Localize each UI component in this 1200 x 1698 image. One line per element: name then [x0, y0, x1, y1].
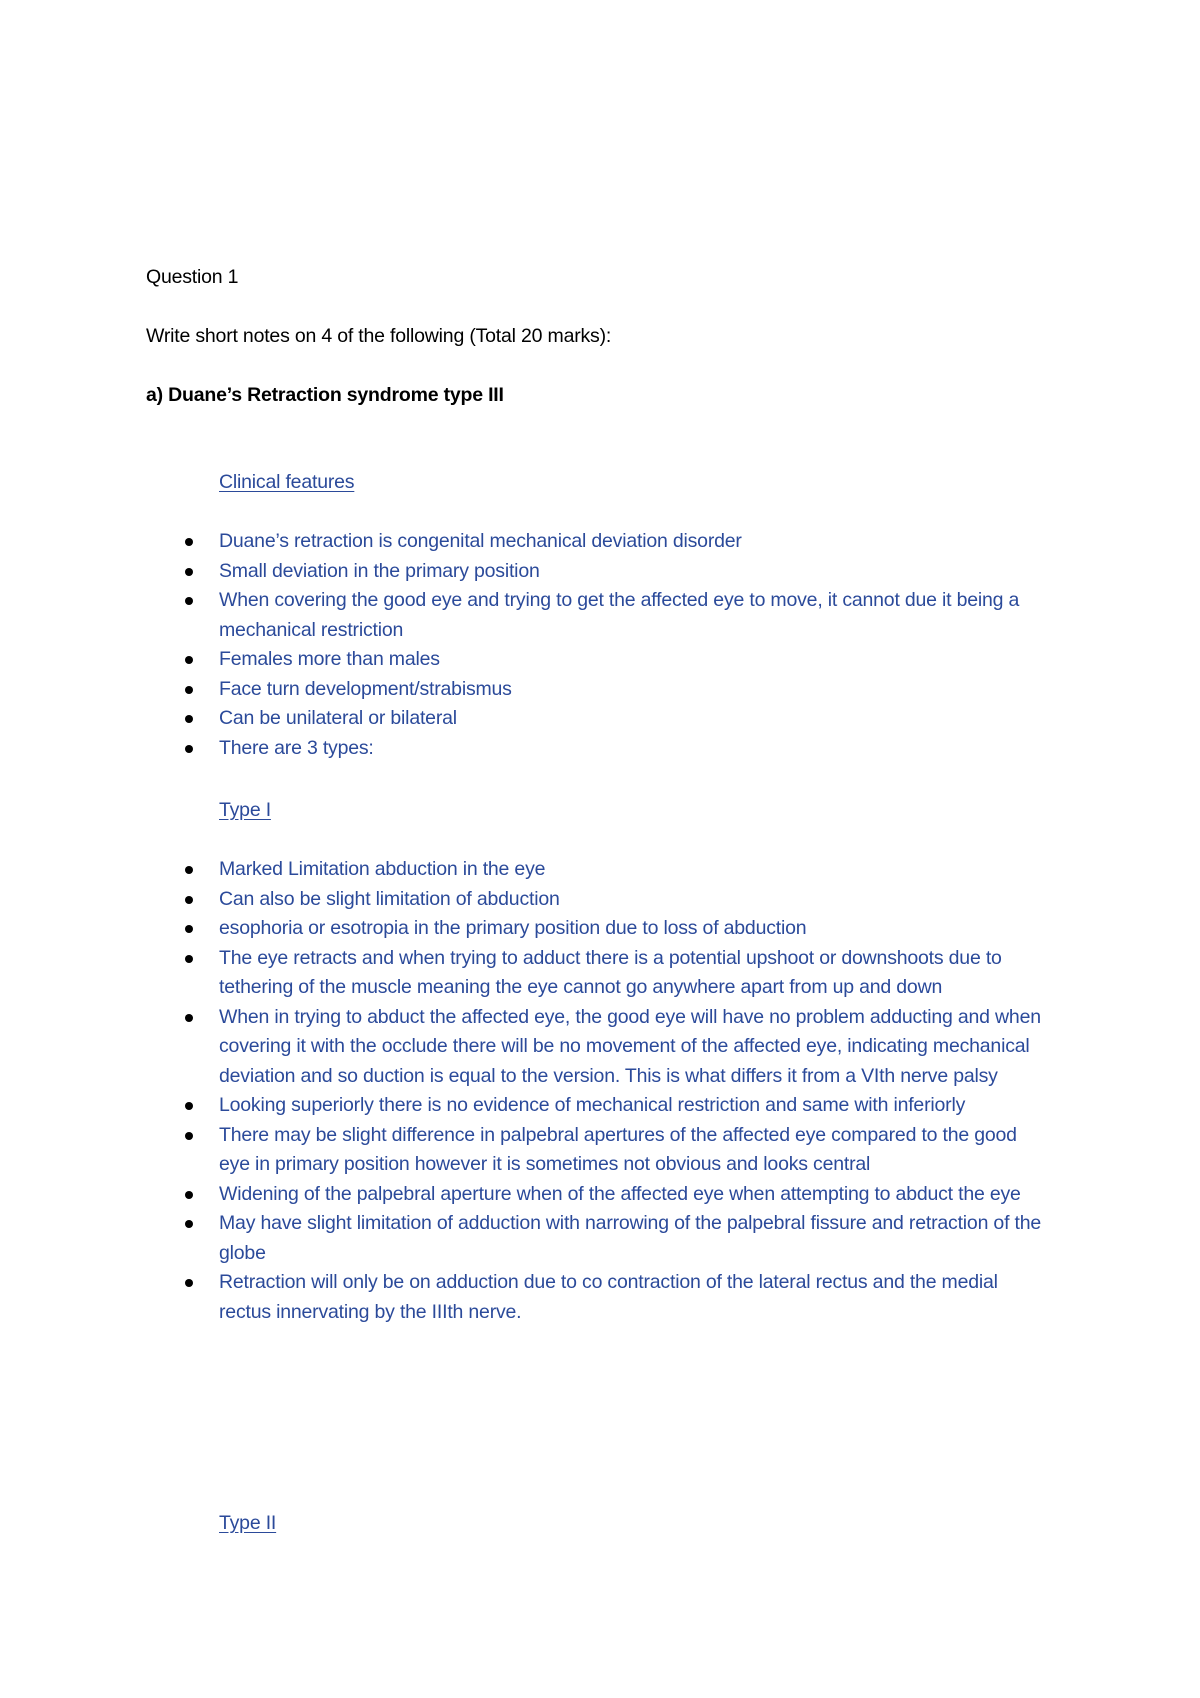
type-2-heading: Type II: [219, 1512, 277, 1534]
list-item: Looking superiorly there is no evidence of mechanical restriction and same with inferiorly: [0, 1091, 1200, 1121]
bullet-icon: [185, 686, 193, 694]
bullet-icon: [185, 1191, 193, 1199]
bullet-icon: [185, 715, 193, 723]
list-item: esophoria or esotropia in the primary position due to loss of abduction: [0, 914, 1200, 944]
bullet-icon: [185, 745, 193, 753]
list-item: Widening of the palpebral aperture when of the affected eye when attempting to abduct the eye: [0, 1180, 1200, 1210]
bullet-icon: [185, 656, 193, 664]
bullet-icon: [185, 955, 193, 963]
list-item: May have slight limitation of adduction with narrowing of the palpebral fissure and retraction of the globe: [0, 1209, 1200, 1268]
list-item: Face turn development/strabismus: [0, 675, 1200, 705]
list-item: When covering the good eye and trying to get the affected eye to move, it cannot due it being a mechanical restriction: [0, 586, 1200, 645]
bullet-icon: [185, 1102, 193, 1110]
type-1-heading: Type I: [219, 799, 271, 821]
bullet-icon: [185, 896, 193, 904]
question-title: Question 1: [146, 266, 239, 288]
list-item: When in trying to abduct the affected eye, the good eye will have no problem adducting and when covering it with the occlude there will be no movement of the affected eye, indicating mechanical deviation and so duction is equal to the version. This is what differs it from a VIth nerve palsy: [0, 1003, 1200, 1092]
bullet-icon: [185, 538, 193, 546]
bullet-icon: [185, 568, 193, 576]
clinical-features-heading: Clinical features: [219, 471, 355, 493]
list-item: There may be slight difference in palpebral apertures of the affected eye compared to the good eye in primary position however it is sometimes not obvious and looks central: [0, 1121, 1200, 1180]
instruction-text: Write short notes on 4 of the following (Total 20 marks):: [146, 325, 612, 347]
list-item: Can also be slight limitation of abduction: [0, 885, 1200, 915]
clinical-features-list: [0, 527, 1200, 763]
bullet-icon: [185, 1279, 193, 1287]
type-1-list: [0, 855, 1200, 1327]
list-item: Females more than males: [0, 645, 1200, 675]
list-item: Can be unilateral or bilateral: [0, 704, 1200, 734]
list-item: Retraction will only be on adduction due to co contraction of the lateral rectus and the medial rectus innervating by the IIIth nerve.: [0, 1268, 1200, 1327]
list-item: Marked Limitation abduction in the eye: [0, 855, 1200, 885]
bullet-icon: [185, 1220, 193, 1228]
list-item: The eye retracts and when trying to adduct there is a potential upshoot or downshoots due to tethering of the muscle meaning the eye cannot go anywhere apart from up and down: [0, 944, 1200, 1003]
bullet-icon: [185, 1014, 193, 1022]
bullet-icon: [185, 1132, 193, 1140]
list-item: Small deviation in the primary position: [0, 557, 1200, 587]
bullet-icon: [185, 597, 193, 605]
list-item: Duane’s retraction is congenital mechanical deviation disorder: [0, 527, 1200, 557]
list-item: There are 3 types:: [0, 734, 1200, 764]
bullet-icon: [185, 866, 193, 874]
part-a-heading: a) Duane’s Retraction syndrome type III: [146, 384, 504, 406]
bullet-icon: [185, 925, 193, 933]
